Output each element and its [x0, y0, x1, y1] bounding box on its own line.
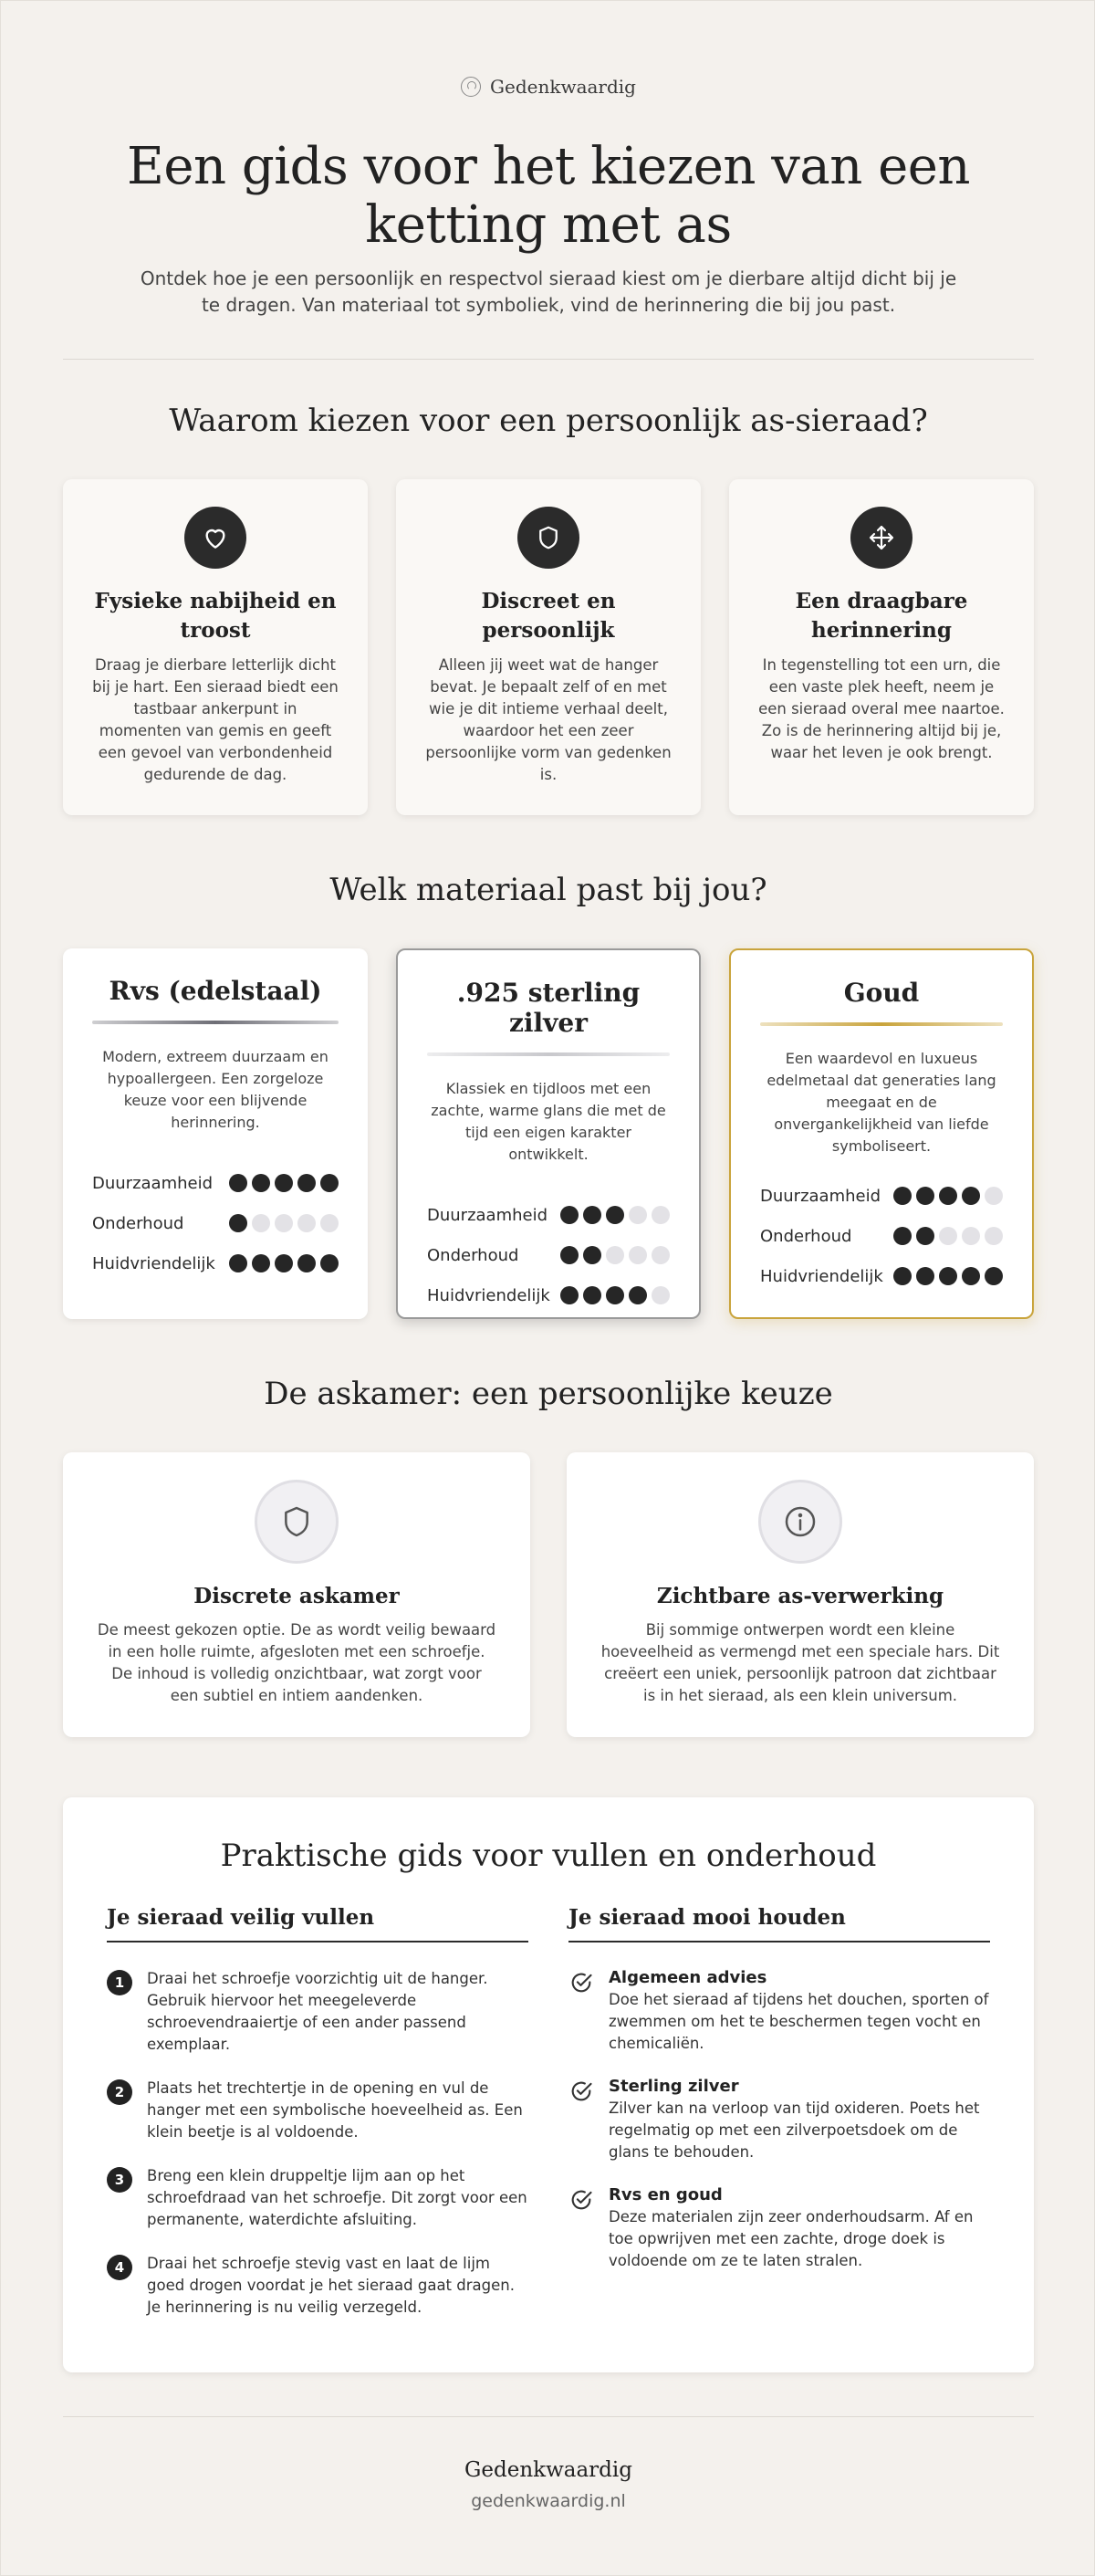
rating-dots	[229, 1214, 339, 1232]
page-subtitle: Ontdek hoe je een persoonlijk en respectvol sieraad kiest om je dierbare altijd dicht bij je te dragen. Van materiaal tot symboliek, vind de herinnering die bij jou past.	[140, 267, 957, 316]
guide-title: Praktische gids voor vullen en onderhoud	[220, 1838, 877, 1874]
step-text: Draai het schroefje stevig vast en laat de lijm goed drogen voordat je het sieraad gaat dragen. Je herinnering is nu veilig verzegeld.	[147, 2255, 515, 2316]
material-text: Modern, extreem duurzaam en hypoallergeen. Een zorgeloze keuze voor een blijvende herinnering.	[102, 1048, 328, 1131]
care-column	[568, 1905, 990, 2340]
care-tip	[568, 2077, 990, 2163]
fill-column-title: Je sieraad veilig vullen	[107, 1905, 528, 1942]
rating-dot-filled	[893, 1187, 912, 1205]
rating-dot-filled	[229, 1214, 247, 1232]
rating-durability	[760, 1176, 1003, 1216]
rating-dot-filled	[583, 1206, 601, 1224]
rating-maintenance	[427, 1235, 670, 1275]
fill-column	[107, 1905, 528, 2340]
rating-dot-filled	[606, 1286, 624, 1304]
rating-dot-empty	[652, 1286, 670, 1304]
rating-dot-filled	[893, 1227, 912, 1245]
rating-dot-filled	[962, 1187, 980, 1205]
rating-label: Huidvriendelijk	[427, 1285, 550, 1305]
fill-step	[107, 2253, 528, 2319]
brand[interactable]	[1, 76, 1095, 98]
step-number: 4	[107, 2255, 132, 2280]
rating-dot-filled	[320, 1174, 339, 1192]
tip-text: Zilver kan na verloop van tijd oxideren. Poets het regelmatig op met een zilverpoetsdoek om de glans te behouden.	[609, 2100, 980, 2161]
rating-dot-empty	[297, 1214, 316, 1232]
rating-skin	[92, 1243, 339, 1283]
rating-dot-filled	[916, 1227, 934, 1245]
rating-dot-empty	[606, 1246, 624, 1264]
rating-dots	[229, 1254, 339, 1272]
rating-dots	[893, 1187, 1003, 1205]
rating-dots	[560, 1286, 670, 1304]
rating-dot-filled	[985, 1267, 1003, 1285]
material-card-steel[interactable]	[63, 948, 368, 1319]
tip-text: Doe het sieraad af tijdens het douchen, sporten of zwemmen om het te beschermen tegen vocht en chemicaliën.	[609, 1991, 989, 2052]
rating-dots	[893, 1227, 1003, 1245]
chamber-section-title: De askamer: een persoonlijke keuze	[264, 1376, 833, 1412]
tip-title: Algemeen advies	[609, 1968, 767, 1987]
why-card-portable	[729, 479, 1034, 815]
rating-dot-empty	[962, 1227, 980, 1245]
rating-dot-empty	[275, 1214, 293, 1232]
rating-dot-filled	[560, 1286, 579, 1304]
move-icon	[850, 507, 912, 569]
why-card-title: Een draagbare herinnering	[795, 589, 968, 643]
why-card-text: In tegenstelling tot een urn, die een vaste plek heeft, neem je een sieraad overal mee naartoe. Zo is de herinnering altijd bij je, waar het leven je ook brengt.	[758, 656, 1005, 761]
chamber-card-title: Zichtbare as-verwerking	[656, 1584, 944, 1608]
step-text: Draai het schroefje voorzichtig uit de hanger. Gebruik hiervoor het meegeleverde schroevendraaiertje of een ander passend exemplaar.	[147, 1970, 488, 2053]
why-section-title: Waarom kiezen voor een persoonlijk as-sieraad?	[169, 403, 928, 439]
brand-name: Gedenkwaardig	[490, 76, 636, 98]
why-card-title: Discreet en persoonlijk	[481, 589, 616, 643]
care-tip	[568, 1968, 990, 2055]
materials-section-title: Welk materiaal past bij jou?	[329, 872, 767, 908]
footer-divider	[63, 2416, 1034, 2417]
rating-dot-empty	[652, 1206, 670, 1224]
tip-title: Rvs en goud	[609, 2185, 723, 2204]
why-card-text: Draag je dierbare letterlijk dicht bij je hart. Een sieraad biedt een tastbaar ankerpunt in momenten van gemis en geeft een gevoel van verbondenheid gedurende de dag.	[92, 656, 339, 783]
rating-dot-filled	[606, 1206, 624, 1224]
check-circle-icon	[568, 1970, 594, 1995]
shield-icon	[517, 507, 579, 569]
rating-maintenance	[760, 1216, 1003, 1256]
why-card-text: Alleen jij weet wat de hanger bevat. Je bepaalt zelf of en met wie je dit intieme verhaal deelt, waardoor het een zeer persoonlijke vorm van gedenken is.	[425, 656, 672, 783]
rating-dot-filled	[252, 1174, 270, 1192]
fill-step	[107, 2165, 528, 2231]
rating-skin	[760, 1256, 1003, 1296]
info-icon	[758, 1480, 842, 1564]
rating-dot-filled	[297, 1174, 316, 1192]
footer-brand: Gedenkwaardig	[464, 2458, 632, 2482]
care-column-title: Je sieraad mooi houden	[568, 1905, 990, 1942]
rating-dots	[560, 1246, 670, 1264]
rating-dot-empty	[985, 1187, 1003, 1205]
rating-dots	[893, 1267, 1003, 1285]
step-number: 1	[107, 1970, 132, 1995]
rating-dot-filled	[962, 1267, 980, 1285]
why-card-discreet	[396, 479, 701, 815]
check-circle-icon	[568, 2187, 594, 2213]
material-card-gold[interactable]	[729, 948, 1034, 1319]
material-text: Een waardevol en luxueus edelmetaal dat generaties lang meegaat en de onvergankelijkheid van liefde symboliseert.	[766, 1050, 996, 1155]
guide-columns	[107, 1905, 990, 2340]
material-accent-line	[427, 1052, 670, 1056]
material-title: Goud	[843, 978, 920, 1008]
rating-maintenance	[92, 1203, 339, 1243]
tip-text: Deze materialen zijn zeer onderhoudsarm. Af en toe opwrijven met een zachte, droge doek is voldoende om ze te laten stralen.	[609, 2208, 974, 2269]
rating-dot-filled	[939, 1187, 957, 1205]
fill-step	[107, 2078, 528, 2143]
rating-dot-filled	[560, 1246, 579, 1264]
rating-label: Onderhoud	[92, 1213, 184, 1233]
check-circle-icon	[568, 2079, 594, 2104]
material-title: .925 sterling zilver	[456, 978, 641, 1038]
rating-dot-filled	[229, 1254, 247, 1272]
rating-dot-filled	[275, 1254, 293, 1272]
step-number: 2	[107, 2079, 132, 2105]
shield-icon	[255, 1480, 339, 1564]
rating-dot-filled	[560, 1206, 579, 1224]
rating-dot-empty	[985, 1227, 1003, 1245]
rating-durability	[92, 1163, 339, 1203]
rating-dot-filled	[252, 1254, 270, 1272]
rating-dot-filled	[629, 1286, 647, 1304]
heart-icon	[184, 507, 246, 569]
care-tip	[568, 2185, 990, 2272]
rating-dot-filled	[916, 1187, 934, 1205]
rating-dot-empty	[320, 1214, 339, 1232]
rating-dot-filled	[939, 1267, 957, 1285]
rating-dots	[229, 1174, 339, 1192]
material-title: Rvs (edelstaal)	[109, 976, 322, 1006]
chamber-card-text: De meest gekozen optie. De as wordt veilig bewaard in een holle ruimte, afgesloten met een schroefje. De inhoud is volledig onzichtbaar, wat zorgt voor een subtiel en intiem aandenken.	[97, 1621, 496, 1704]
rating-dot-filled	[916, 1267, 934, 1285]
material-accent-line	[760, 1022, 1003, 1026]
rating-dot-filled	[320, 1254, 339, 1272]
rating-label: Huidvriendelijk	[760, 1266, 883, 1286]
chamber-card-title: Discrete askamer	[193, 1584, 400, 1608]
step-text: Plaats het trechtertje in de opening en vul de hanger met een symbolische hoeveelheid as. Een klein beetje is al voldoende.	[147, 2079, 523, 2141]
step-number: 3	[107, 2167, 132, 2193]
why-card-title: Fysieke nabijheid en troost	[94, 589, 337, 643]
rating-dot-filled	[297, 1254, 316, 1272]
step-text: Breng een klein druppeltje lijm aan op het schroefdraad van het schroefje. Dit zorgt voor een permanente, waterdichte afsluiting.	[147, 2167, 527, 2228]
rating-dot-filled	[893, 1267, 912, 1285]
brand-logo-icon	[461, 77, 481, 97]
material-accent-line	[92, 1021, 339, 1024]
chamber-card-text: Bij sommige ontwerpen wordt een kleine hoeveelheid as vermengd met een speciale hars. Dit creëert een uniek, persoonlijk patroon dat zichtbaar is in het sieraad, als een klein universum.	[600, 1621, 1000, 1704]
rating-dot-filled	[583, 1286, 601, 1304]
material-text: Klassiek en tijdloos met een zachte, warme glans die met de tijd een eigen karakter ontwikkelt.	[431, 1080, 666, 1163]
why-card-nearness	[63, 479, 368, 815]
page-title: Een gids voor het kiezen van een ketting met as	[127, 137, 970, 255]
chamber-card-discreet	[63, 1452, 530, 1737]
rating-dot-empty	[629, 1206, 647, 1224]
tip-title: Sterling zilver	[609, 2077, 739, 2096]
rating-skin	[427, 1275, 670, 1315]
rating-dot-empty	[629, 1246, 647, 1264]
rating-dot-empty	[939, 1227, 957, 1245]
material-card-silver[interactable]	[396, 948, 701, 1319]
rating-label: Duurzaamheid	[760, 1186, 881, 1206]
rating-dot-filled	[275, 1174, 293, 1192]
rating-dot-empty	[252, 1214, 270, 1232]
footer-link[interactable]: gedenkwaardig.nl	[471, 2491, 626, 2511]
chamber-card-visible	[567, 1452, 1034, 1737]
rating-dot-filled	[229, 1174, 247, 1192]
rating-dot-filled	[583, 1246, 601, 1264]
rating-dots	[560, 1206, 670, 1224]
rating-label: Duurzaamheid	[92, 1173, 214, 1193]
guide-panel	[63, 1797, 1034, 2372]
divider	[63, 359, 1034, 360]
rating-label: Duurzaamheid	[427, 1205, 548, 1225]
fill-step	[107, 1968, 528, 2056]
rating-durability	[427, 1195, 670, 1235]
rating-label: Huidvriendelijk	[92, 1253, 215, 1273]
rating-dot-empty	[652, 1246, 670, 1264]
rating-label: Onderhoud	[760, 1226, 852, 1246]
rating-label: Onderhoud	[427, 1245, 519, 1265]
